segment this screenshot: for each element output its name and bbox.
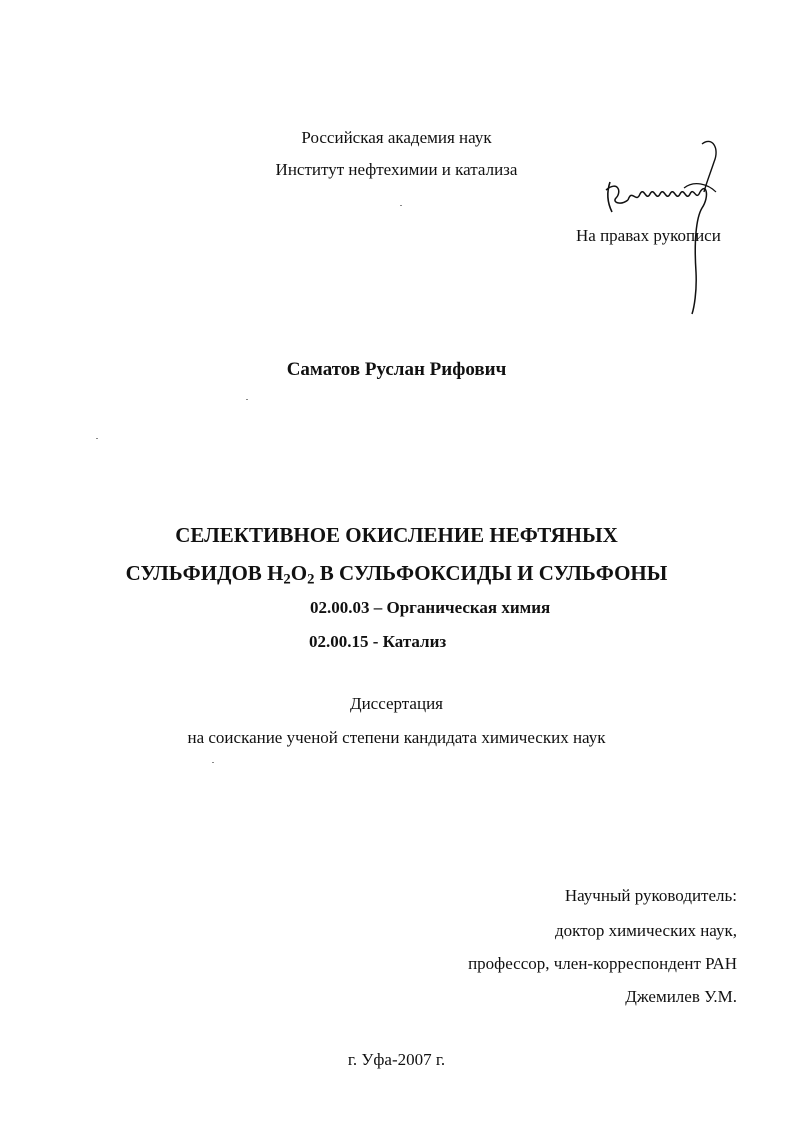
scan-speck — [246, 399, 248, 400]
institute-name: Институт нефтехимии и катализа — [275, 160, 518, 179]
supervisor-heading: Научный руководитель: — [564, 886, 737, 905]
scan-speck — [400, 205, 402, 206]
supervisor-position: профессор, член-корреспондент РАН — [468, 954, 737, 973]
title-line-2: СУЛЬФИДОВ $Н_2О_2$ В СУЛЬФОКСИДЫ И СУЛЬФОНЫ — [125, 561, 668, 588]
scan-speck — [212, 762, 214, 763]
dissertation-label: Диссертация — [349, 694, 443, 713]
supervisor-degree: доктор химических наук, — [554, 921, 737, 940]
author-name: Саматов Руслан Рифович — [286, 359, 507, 380]
specialty-organic-chemistry: 02.00.03 – Органическая химия — [310, 598, 551, 617]
title-line-1: СЕЛЕКТИВНОЕ ОКИСЛЕНИЕ НЕФТЯНЫХ — [175, 523, 618, 547]
city-year: г. Уфа-2007 г. — [347, 1050, 446, 1069]
academy-name: Российская академия наук — [301, 128, 492, 147]
manuscript-note: На правах рукописи — [576, 226, 721, 245]
degree-statement: на соискание ученой степени кандидата химических наук — [187, 728, 606, 747]
supervisor-name: Джемилев У.М. — [625, 987, 737, 1006]
specialty-catalysis: 02.00.15 - Катализ — [309, 632, 447, 651]
scan-speck — [96, 438, 98, 439]
